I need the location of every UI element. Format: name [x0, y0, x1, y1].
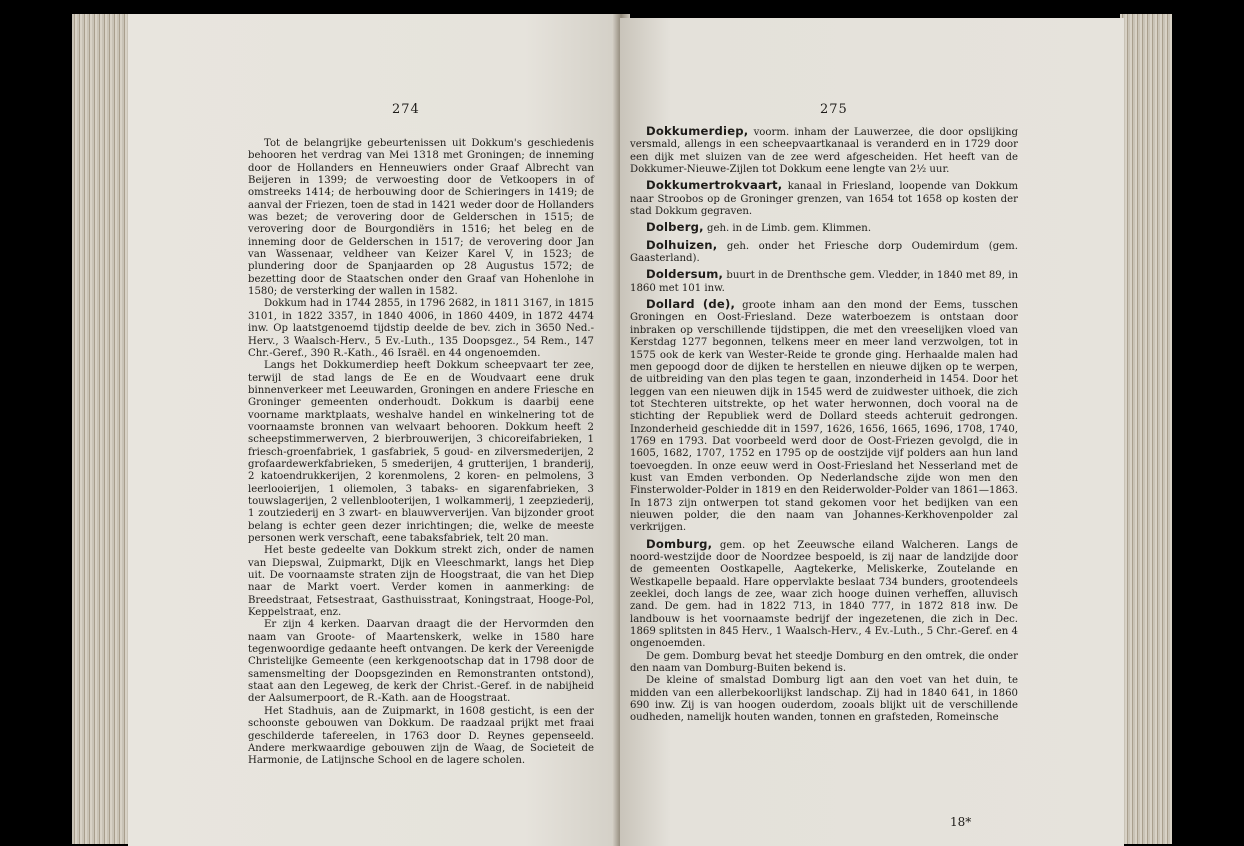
dictionary-entry [630, 125, 1018, 176]
dictionary-entry [630, 538, 1018, 651]
entry-text: geh. in de Limb. gem. Klimmen. [703, 223, 872, 235]
paragraph: Het beste gedeelte van Dokkum strekt zich, onder de namen van Diepswal, Zuipmarkt, Dijk en Vleeschmarkt, langs het Diep uit. De voornaamste straten zijn de Hoogstraat, die van het Diep naar de Markt voert. Verder komen in aanmerking: de Breedstraat, Fetsestraat, Gasthuisstraat, Koningstraat, Hooge-Pol, Keppelstraat, enz. [248, 545, 594, 619]
paragraph: Dokkum had in 1744 2855, in 1796 2682, in 1811 3167, in 1815 3101, in 1822 3357, in 1840 4006, in 1860 4409, in 1872 4474 inw. Op laatstgenoemd tijdstip deelde de bev. zich in 3650 Ned.-Herv., 3 Waalsch-Herv., 5 Ev.-Luth., 135 Doopsgez., 54 Rem., 147 Chr.-Geref., 390 R.-Kath., 46 Israël. en 44 ongenoemden. [248, 298, 594, 359]
entry-text: voorm. inham der Lauwerzee, die door opslijking versmald, allengs in een scheepvaartkanaal is veranderd en in 1729 door een dijk met sluizen van de zee werd afgescheiden. Het heeft van de Dokkumer-Nieuwe-Zijlen tot Dokkum eene lengte van 2½ uur. [630, 127, 1018, 176]
paragraph: De gem. Domburg bevat het steedje Domburg en den omtrek, die onder den naam van Domburg-Buiten bekend is. [630, 650, 1018, 675]
dictionary-entry [630, 298, 1018, 535]
dictionary-entry [630, 268, 1018, 295]
entry-text: buurt in de Drenthsche gem. Vledder, in 1840 met 89, in 1860 met 101 inw. [630, 270, 1018, 294]
entry-text: groote inham aan den mond der Eems, tusschen Groningen en Oost-Friesland. Deze waterboezem is ontstaan door inbraken op verschillende tijdstippen, die met den vreeselijken vloed van Kerstdag 1277 begonnen, telkens meer en meer land verzwolgen, tot in 1575 ook de kerk van Wester-Reide te gronde ging. Herhaalde malen had men gepoogd door de dijken te herstellen en nieuwe dijken op te werpen, de uitbreiding van den plas tegen te gaan, inzonderheid in 1454. Door het leggen van een nieuwen dijk in 1545 werd de zuidwester uithoek, die zich tot Stechteren uitstrekte, op het water herwonnen, doch vooral na de stichting der Republiek werd de Dollard steeds achteruit gedrongen. Inzonderheid geschiedde dit in 1597, 1626, 1656, 1665, 1696, 1708, 1740, 1769 en 1793. Dat voorbeeld werd door de Oost-Friezen gevolgd, die in 1605, 1682, 1707, 1752 en 1795 op de oostzijde vijf polders aan hun land toevoegden. In onze eeuw werd in Oost-Friesland het Nesserland met de kust van Emden verbonden. Op Nederlandsche zijde won men den Finsterwolder-Polder in 1819 en den Reiderwolder-Polder van 1861—1863. In 1873 zijn ontwerpen tot stand gekomen voor het bedijken van een nieuwen polder, die den naam van Johannes-Kerkhovenpolder zal verkrijgen. [630, 300, 1018, 534]
entry-headword: Dokkumertrokvaart, [646, 178, 783, 193]
page-number: 275 [820, 102, 848, 117]
dictionary-entry [630, 239, 1018, 266]
entry-headword: Dolberg, [646, 220, 704, 235]
paragraph: De kleine of smalstad Domburg ligt aan den voet van het duin, te midden van een allerbekoorlijkst landschap. Zij had in 1840 641, in 1860 690 inw. Zij is van hoogen ouderdom, zooals blijkt uit de verschillende oudheden, namelijk houten wanden, tonnen en grafsteden, Romeinsche [630, 675, 1018, 724]
paragraph: Het Stadhuis, aan de Zuipmarkt, in 1608 gesticht, is een der schoonste gebouwen van Dokkum. De raadzaal prijkt met fraai geschilderde tafereelen, in 1763 door D. Reynes gepenseeld. Andere merkwaardige gebouwen zijn de Waag, de Societeit de Harmonie, de Latijnsche School en de lagere scholen. [248, 705, 594, 767]
entry-headword: Domburg, [646, 536, 713, 551]
entry-headword: Dokkumerdiep, [646, 124, 749, 138]
signature-mark: 18* [950, 815, 972, 829]
dictionary-entry [630, 179, 1018, 218]
paragraph: Tot de belangrijke gebeurtenissen uit Dokkum's geschiedenis behooren het verdrag van Mei 1318 met Groningen; de inneming door de Hollanders en Henneuwiers onder Graaf Albrecht van Beijeren in 1399; de verwoesting door de Vetkoopers in of omstreeks 1414; de herbouwing door de Schieringers in 1419; de aanval der Friezen, toen de stad in 1421 weder door de Hollanders was bezet; de verovering door de Gelderschen in 1515; de verovering door de Bourgondiërs in 1516; het beleg en de inneming door de Gelderschen in 1517; de verovering door Jan van Wassenaar, veldheer van Keizer Karel V, in 1523; de plundering door de Spanjaarden op 28 Augustus 1572; de bezetting door de Staatschen onder den Graaf van Hohenlohe in 1580; de versterking der wallen in 1582. [248, 138, 594, 298]
right-page-edges [1120, 14, 1172, 844]
entry-text: kanaal in Friesland, loopende van Dokkum naar Stroobos op de Groninger grenzen, van 1654 tot 1658 op kosten der stad Dokkum gegraven. [630, 181, 1018, 218]
entry-text: geh. onder het Friesche dorp Oudemirdum (gem. Gaasterland). [630, 240, 1018, 265]
left-page [128, 14, 624, 846]
left-page-text [248, 138, 594, 768]
entry-text: gem. op het Zeeuwsche eiland Walcheren. Langs de noord-westzijde door de Noordzee bespoeld, is zij naar de landzijde door de gemeenten Oostkapelle, Aagtekerke, Meliskerke, Zoutelande en Westkapelle bepaald. Hare oppervlakte beslaat 734 bunders, grootendeels zeeklei, doch langs de zee, waar zich hooge duinen verheffen, alluvisch zand. De gem. had in 1822 713, in 1840 777, in 1872 818 inw. De landbouw is het voornaamste bedrijf der ingezetenen, die zich in Dec. 1869 splitsten in 845 Herv., 1 Waalsch-Herv., 4 Ev.-Luth., 5 Chr.-Geref. en 4 ongenoemden. [630, 539, 1018, 650]
right-page-text [630, 122, 1018, 725]
paragraph: Er zijn 4 kerken. Daarvan draagt die der Hervormden den naam van Groote- of Maartenskerk, welke in 1580 hare tegenwoordige gedaante heeft ontvangen. De kerk der Vereenigde Christelijke Gemeente (een kerkgenootschap dat in 1798 door de samensmelting der Doopsgezinden en Remonstranten ontstond), staat aan den Legeweg, de kerk der Christ.-Geref. in de nabijheid der Aalsumerpoort, de R.-Kath. aan de Hoogstraat. [248, 619, 594, 705]
entry-headword: Dolhuizen, [646, 237, 718, 252]
paragraph: Langs het Dokkumerdiep heeft Dokkum scheepvaart ter zee, terwijl de stad langs de Ee en de Woudvaart eene druk binnenverkeer met Leeuwarden, Groningen en andere Friesche en Groninger gemeenten onderhoudt. Dokkum is daarbij eene voorname marktplaats, weshalve handel en winkelnering tot de voornaamste bronnen van welvaart behooren. Dokkum heeft 2 scheepstimmerwerven, 2 bierbrouwerijen, 3 chicoreifabrieken, 1 friesch-groenfabriek, 1 gasfabriek, 5 goud- en zilversmederijen, 2 grofaardewerkfabrieken, 5 smederijen, 4 grutterijen, 1 branderij, 2 katoendrukkerijen, 2 korenmolens, 2 koren- en pelmolens, 3 leerlooierijen, 1 oliemolen, 3 tabaks- en sigarenfabrieken, 3 touwslagerijen, 2 vellenblooterijen, 1 wolkammerij, 1 zeepziederij, 1 zoutziederij en 3 zwart- en blauwververijen. Van bijzonder groot belang is echter geen dezer inrichtingen; die, welke de meeste personen werk verschaft, eene tabaksfabriek, telt 20 man. [248, 360, 594, 544]
entry-headword: Dollard (de), [646, 297, 736, 312]
dictionary-entry [630, 221, 1018, 235]
page-number: 274 [392, 102, 420, 117]
right-page [620, 18, 1124, 846]
left-page-edges [72, 14, 130, 844]
entry-headword: Doldersum, [646, 267, 724, 282]
